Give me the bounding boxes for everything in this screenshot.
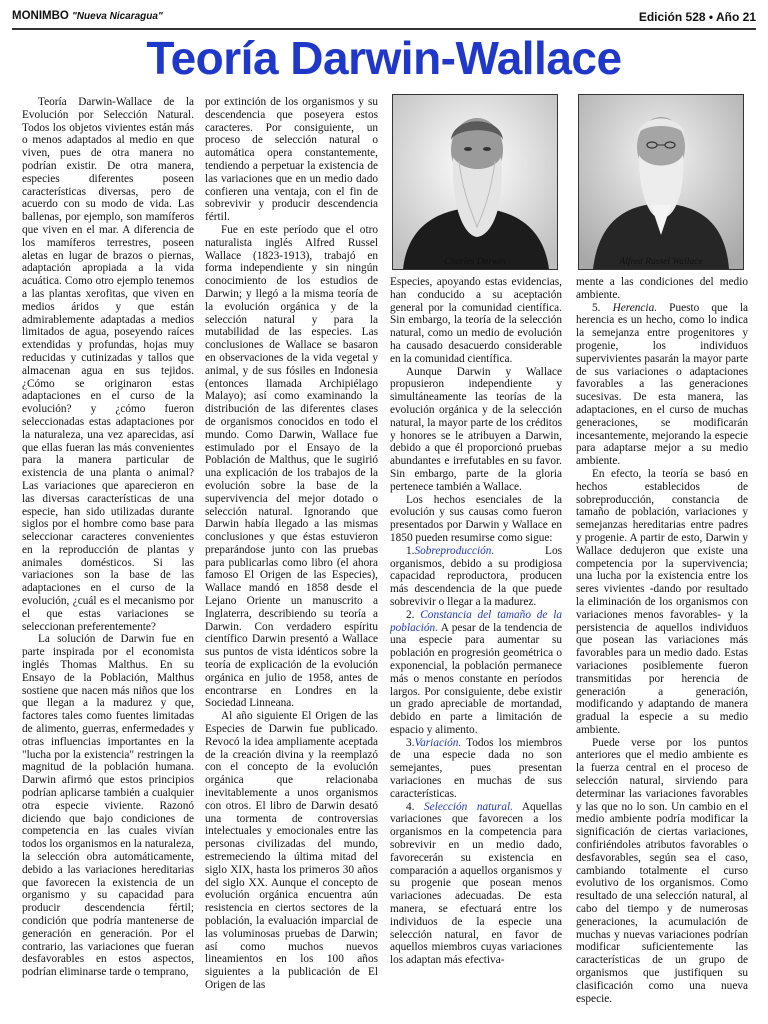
- list-item: [576, 302, 748, 468]
- page-header: [12, 8, 756, 26]
- list-item: [390, 801, 562, 967]
- paragraph: Puede verse por los puntos anteriores que el medio ambiente es la fuerza central en el proceso de selección natural, sirviendo para determinar las variaciones favorables y las que no lo son. Un cambio en el medio ambiente podría modificar la significación de ciertas variaciones, confiriéndoles atributos favorables o desfavorables, según sea el caso, cambiando totalmente el curso evolutivo de los organismos. Como resultado de una selección natural, al cabo del tiempo y de numerosas generaciones, la acumulación de muchas y nuevas variaciones podrían modificar suficientemente las características de un grupo de organismos que justifiquen su clasificación como una nueva especie.: [576, 736, 748, 1005]
- list-item-term: Sobreproducción.: [414, 544, 495, 557]
- article-column-1: [22, 96, 194, 979]
- paragraph: La solución de Darwin fue en parte inspirada por el economista inglés Thomas Malthus. En su Ensayo de la Población, Malthus sostiene que nacen más niños que los que llegan a la madurez y que, factores tales como fuentes limitadas de alimento, guerras, enfermedades y otras influencias importantes en la "lucha por la existencia" restringen la magnitud de la población humana. Darwin afirmó que estos principios podrían aplicarse también a cualquier otra especie viviente. Razonó diciendo que bajo condiciones de competencia en las cuales vivían todos los organismos en la naturaleza, la selección obra automáticamente, debido a las variaciones hereditarias que favorecen la existencia de un organismo y su capacidad para producir descendencia fértil; condición que podría mantenerse de generación en generación. Por el contrario, las variaciones que fueran desfavorables en estos aspectos, podrían eliminarse tarde o temprano,: [22, 633, 194, 979]
- edition-year: • Año 21: [708, 10, 756, 24]
- paragraph: Fue en este período que el otro naturalista inglés Alfred Russel Wallace (1823-1913), trabajó en forma independiente y sin ningún conocimiento de los estudios de Darwin; y llegó a la misma teoría de la evolución orgánica y de la selección natural y para la mutabilidad de las especies. Las conclusiones de Wallace se basaron en observaciones de la vida vegetal y animal, y de sus fósiles en Indonesia (entonces llamada Archipiélago Malayo); así como examinando la distribución de las diferentes clases de organismos conocidos en todo el mundo. Como Darwin, Wallace fue estimulado por el Ensayo de la Población de Malthus, que le sugirió una explicación de los trabajos de la evolución sobre la base de la supervivencia del mejor dotado o selección natural. Ignorando que Darwin había llegado a las mismas conclusiones y que éstas estuvieron preparándose junto con las pruebas para publicarlas como libro (el ahora famoso El Origen de las Especies), Wallace mandó en 1858 desde el Lejano Oriente un manuscrito a Inglaterra, describiendo su teoría a Darwin. Con verdadero espíritu científico Darwin presentó a Wallace sus puntos de vista idénticos sobre la teoría de explicación de la evolución orgánica en julio de 1958, antes de encontrarse en Londres en la Sociedad Linneana.: [205, 223, 378, 710]
- darwin-portrait-icon: [393, 95, 557, 269]
- list-item-number: 3.: [406, 736, 415, 749]
- list-item-text: Los organismos, debido a su prodigiosa capacidad reproductora, producen más descendencia de la que puede sobrevivir o llegar a la madurez.: [390, 544, 562, 608]
- publication-name: [12, 10, 163, 22]
- list-item-term: Herencia.: [612, 301, 658, 314]
- list-item: [390, 737, 562, 801]
- list-item-term: Constancia del tamaño de la población.: [390, 608, 562, 634]
- list-item-term: Selección natural.: [424, 800, 513, 813]
- wallace-portrait-icon: [579, 95, 743, 269]
- darwin-caption: Charles Darwin: [444, 257, 506, 267]
- article-column-2: [205, 96, 378, 992]
- edition-info: [639, 10, 756, 24]
- list-item-term: Variación.: [414, 736, 462, 749]
- publication-title: MONIMBO: [12, 10, 69, 22]
- list-item-number: 5.: [592, 301, 601, 314]
- paragraph: mente a las condiciones del medio ambiente.: [576, 276, 748, 301]
- paragraph: Especies, apoyando estas evidencias, han conducido a su aceptación general por la comunidad científica. Sin embargo, la teoría de la selección natural, como un medio de evolución ha causado desacuerdo considerable en la comunidad científica.: [390, 276, 562, 365]
- list-item: [390, 545, 562, 609]
- list-item-text: Todos los miembros de una especie dada no son semejantes, pues presentan variaciones en muchas de sus características.: [390, 736, 562, 800]
- paragraph: Al año siguiente El Origen de las Especies de Darwin fue publicado. Revocó la idea ampliamente aceptada de la creación divina y la reemplazó con el concepto de la evolución orgánica que relacionaba inevitablemente a unos organismos con otros. El libro de Darwin desató una tormenta de controversias intelectuales y emocionales entre las personas civilizadas del mundo, estremeciendo la última mitad del siglo XIX, hasta los primeros 30 años del siglo XX. Aunque el concepto de evolución orgánica encuentra aún resistencia en ciertos sectores de la población, la evaluación imparcial de las voluminosas pruebas de Darwin; así como muchos nuevos lineamientos en los 100 años siguientes a la publicación de El Origen de las: [205, 710, 378, 991]
- wallace-caption: Alfred Russel Wallace: [619, 257, 703, 267]
- darwin-photo: [392, 94, 558, 270]
- paragraph: Aunque Darwin y Wallace propusieron independiente y simultáneamente las teorías de la evolución orgánica y de la selección natural, la mayor parte de los créditos y honores se le atribuyen a Darwin, debido a que él proporcionó pruebas abundantes e irrefutables en su favor. Sin embargo, parte de la gloria pertenece también a Wallace.: [390, 365, 562, 493]
- article-title: Teoría Darwin-Wallace: [146, 32, 622, 84]
- paragraph: Teoría Darwin-Wallace de la Evolución por Selección Natural. Todos los objetos vivientes están más o menos adaptados al medio en que viven, pues de otra manera no podrían existir. De otra manera, especies diferentes poseen características diversas, pero de acuerdo con su modo de vida. Las ballenas, por ejemplo, son mamíferos que viven en el mar. A diferencia de los mamíferos terrestres, poseen aletas en lugar de brazos o piernas, adaptación apropiada a la vida acuática. Como otro ejemplo tenemos a las plantas xerofitas, que viven en medios áridos y que están admirablemente adaptadas a medios limitados de agua, poseyendo raíces extendidas y profundas, hojas muy reducidas y cutinizadas y tallos que almacenan agua en sus tejidos. ¿Cómo se originaron estas adaptaciones en el curso de la evolución? y ¿cómo fueron seleccionadas estas adaptaciones por la naturaleza, una vez aparecidas, así que ellas fueran las más convenientes para la manera particular de existencia de una planta o animal? Las variaciones que aparecieron en las diversas características de una especie, han sido utilizadas durante siglos por el hombre como base para seleccionar caracteres convenientes en la reproducción de plantas y animales domésticos. Si las variaciones son la base de las adaptaciones en el curso de la evolución, ¿cuál es el mecanismo por el que estas variaciones se seleccionan preferentemente?: [22, 96, 194, 633]
- wallace-photo: [578, 94, 744, 270]
- list-item-number: 1.: [406, 544, 415, 557]
- edition-number: Edición 528: [638, 10, 706, 24]
- list-item-text: A pesar de la tendencia de una especie para aumentar su población en progresión geométrica o exponencial, la población permanece más o menos constante en períodos largos. Por consiguiente, debe existir un grado apreciable de mortandad, debido en parte a limitación de espacio y alimento.: [390, 621, 562, 736]
- list-item-text: Aquellas variaciones que favorecen a los organismos en la competencia para sobrevivir en un medio dado, favorecerán su existencia en comparación a aquellos organismos y su progenie que posean menos variaciones adecuadas. De esta manera, se efectuará entre los individuos de la especie una selección natural, en favor de aquellos miembros cuyas variaciones los adaptan más efectiva-: [390, 800, 563, 967]
- article-column-4: [576, 276, 748, 1005]
- article-column-3: [390, 276, 562, 967]
- list-item-number: 2.: [406, 608, 415, 621]
- list-item-text: Puesto que la herencia es un hecho, como lo indica la semejanza entre progenitores y progenie, los individuos supervivientes pasarán la mayor parte de sus variaciones o adaptaciones favorables a las generaciones sucesivas. De esta manera, las adaptaciones, en el curso de muchas generaciones, se modificarán incesantemente, mejorando la especie para adaptarse mejor a su medio ambiente.: [576, 301, 748, 468]
- paragraph: Los hechos esenciales de la evolución y sus causas como fueron presentados por Darwin y Wallace en 1850 pueden resumirse como sigue:: [390, 493, 562, 544]
- paragraph: por extinción de los organismos y su descendencia que poseyera estos caracteres. Por consiguiente, un proceso de selección natural o automática opera constantemente, tendiendo a perpetuar la existencia de las variaciones que en un medio dado confieren una ventaja, con el fin de sobrevivir y producir descendencia fértil.: [205, 96, 378, 224]
- publication-subtitle: "Nueva Nicaragua": [72, 11, 163, 22]
- paragraph: En efecto, la teoría se basó en hechos establecidos de sobreproducción, constancia de tamaño de población, variaciones y semejanzas hereditarias entre padres y progenie. A partir de esto, Darwin y Wallace dedujeron que existe una competencia por la supervivencia; una lucha por la existencia entre los seres vivientes -dando por resultado la eliminación de los organismos con variaciones menos favorables- y la persistencia de aquellos individuos que posean las variaciones más favorables para un medio dado. Estas variaciones posiblemente fueron transmitidas por herencia de generación a generación, modificando y adaptando de manera gradual la especie a su medio ambiente.: [576, 467, 748, 736]
- list-item-number: 4.: [406, 800, 415, 813]
- list-item: [390, 609, 562, 737]
